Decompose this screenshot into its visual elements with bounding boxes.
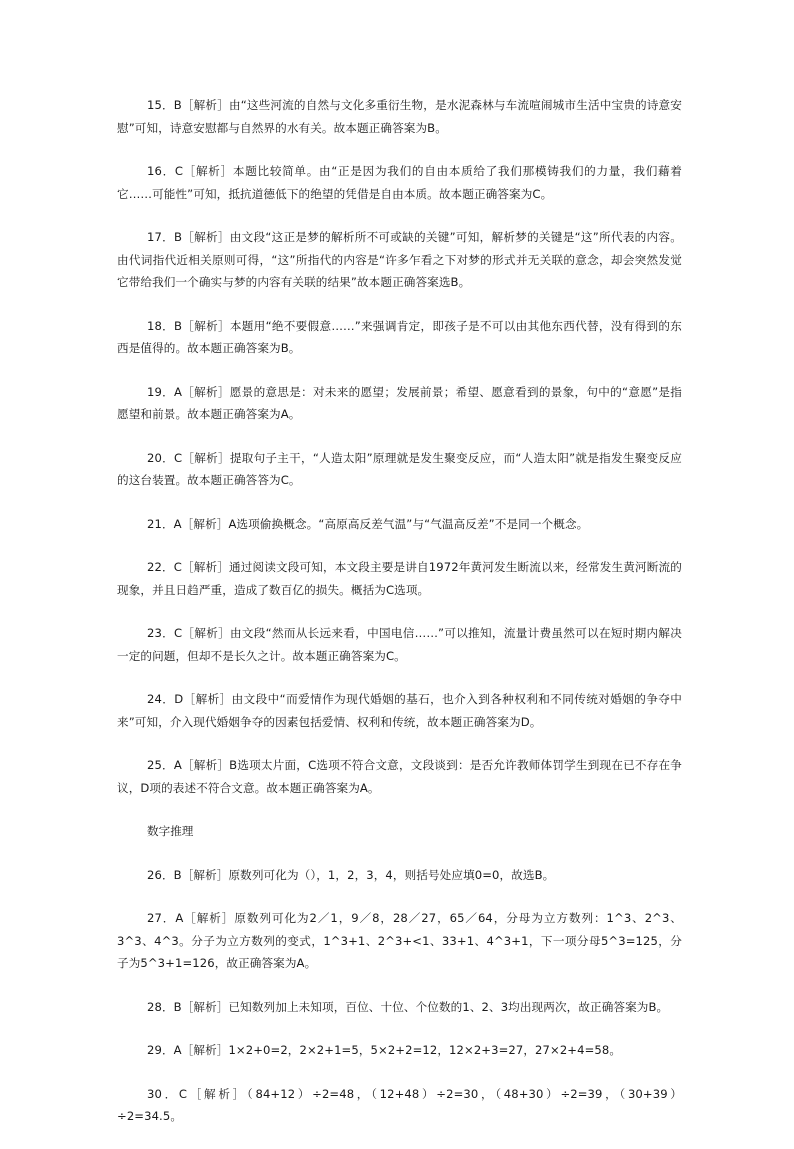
answer-explanations-page	[117, 94, 682, 1149]
explanation-20: 20．C［解析］提取句子主干，“人造太阳”原理就是发生聚变反应，而“人造太阳”就是指发生聚变反应的这台装置。故本题正确答答为C。	[117, 450, 682, 487]
section-heading-number-reasoning: 数字推理	[147, 824, 194, 838]
explanation-25: 25．A［解析］B选项太片面，C选项不符合文意，文段谈到：是否允许教师体罚学生到现在已不存在争议，D项的表述不符合文意。故本题正确答案为A。	[117, 758, 682, 795]
explanation-17: 17．B［解析］由文段“这正是梦的解析所不可或缺的关键”可知，解析梦的关键是“这”所代表的内容。由代词指代近相关原则可得，“这”所指代的内容是“许多乍看之下对梦的形式并无关联的意念，却会突然发觉它带给我们一个确实与梦的内容有关联的结果”故本题正确答案选B。	[117, 230, 682, 289]
explanation-28: 28．B［解析］已知数列加上未知项，百位、十位、个位数的1、2、3均出现两次，故正确答案为B。	[147, 999, 669, 1014]
explanation-29: 29．A［解析］1×2+0=2，2×2+1=5，5×2+2=12，12×2+3=27，27×2+4=58。	[147, 1043, 622, 1057]
explanation-19: 19．A［解析］愿景的意思是：对未来的愿望；发展前景；希望、愿意看到的景象，句中的“意愿”是指愿望和前景。故本题正确答案为A。	[117, 384, 682, 421]
explanation-24: 24．D［解析］由文段中“而爱情作为现代婚姻的基石，也介入到各种权利和不同传统对婚姻的争夺中来”可知，介入现代婚姻争夺的因素包括爱情、权利和传统，故本题正确答案为D。	[117, 692, 682, 729]
explanation-15: 15．B［解析］由“这些河流的自然与文化多重衍生物，是水泥森林与车流喧闹城市生活中宝贵的诗意安慰”可知，诗意安慰都与自然界的水有关。故本题正确答案为B。	[117, 98, 682, 135]
explanation-23: 23．C［解析］由文段“然而从长远来看，中国电信……”可以推知，流量计费虽然可以在短时期内解决一定的问题，但却不是长久之计。故本题正确答案为C。	[117, 626, 682, 663]
explanation-30: 30．C［解析］（84+12）÷2=48，（12+48）÷2=30，（48+30）÷2=39，（30+39）÷2=34.5。	[117, 1086, 682, 1123]
explanation-27: 27．A［解析］原数列可化为2／1，9／8，28／27，65／64，分母为立方数列：1^3、2^3、3^3、4^3。分子为立方数列的变式，1^3+1、2^3+<1、33+1、4^3+1，下一项分母5^3=125，分子为5^3+1=126，故正确答案为A。	[117, 911, 682, 970]
explanation-16: 16．C［解析］本题比较简单。由“正是因为我们的自由本质给了我们那模铸我们的力量，我们藉着它……可能性”可知，抵抗道德低下的绝望的凭借是自由本质。故本题正确答案为C。	[117, 164, 682, 201]
explanation-22: 22．C［解析］通过阅读文段可知，本文段主要是讲自1972年黄河发生断流以来，经常发生黄河断流的现象，并且日趋严重，造成了数百亿的损失。概括为C选项。	[117, 560, 682, 597]
explanation-18: 18．B［解析］本题用“绝不要假意……”来强调肯定，即孩子是不可以由其他东西代替，没有得到的东西是值得的。故本题正确答案为B。	[117, 318, 682, 355]
explanation-26: 26．B［解析］原数列可化为（），1，2，3，4，则括号处应填0=0，故选B。	[147, 867, 555, 882]
explanation-21: 21．A［解析］A选项偷换概念。“高原高反差气温”与“气温高反差”不是同一个概念。	[147, 516, 589, 531]
